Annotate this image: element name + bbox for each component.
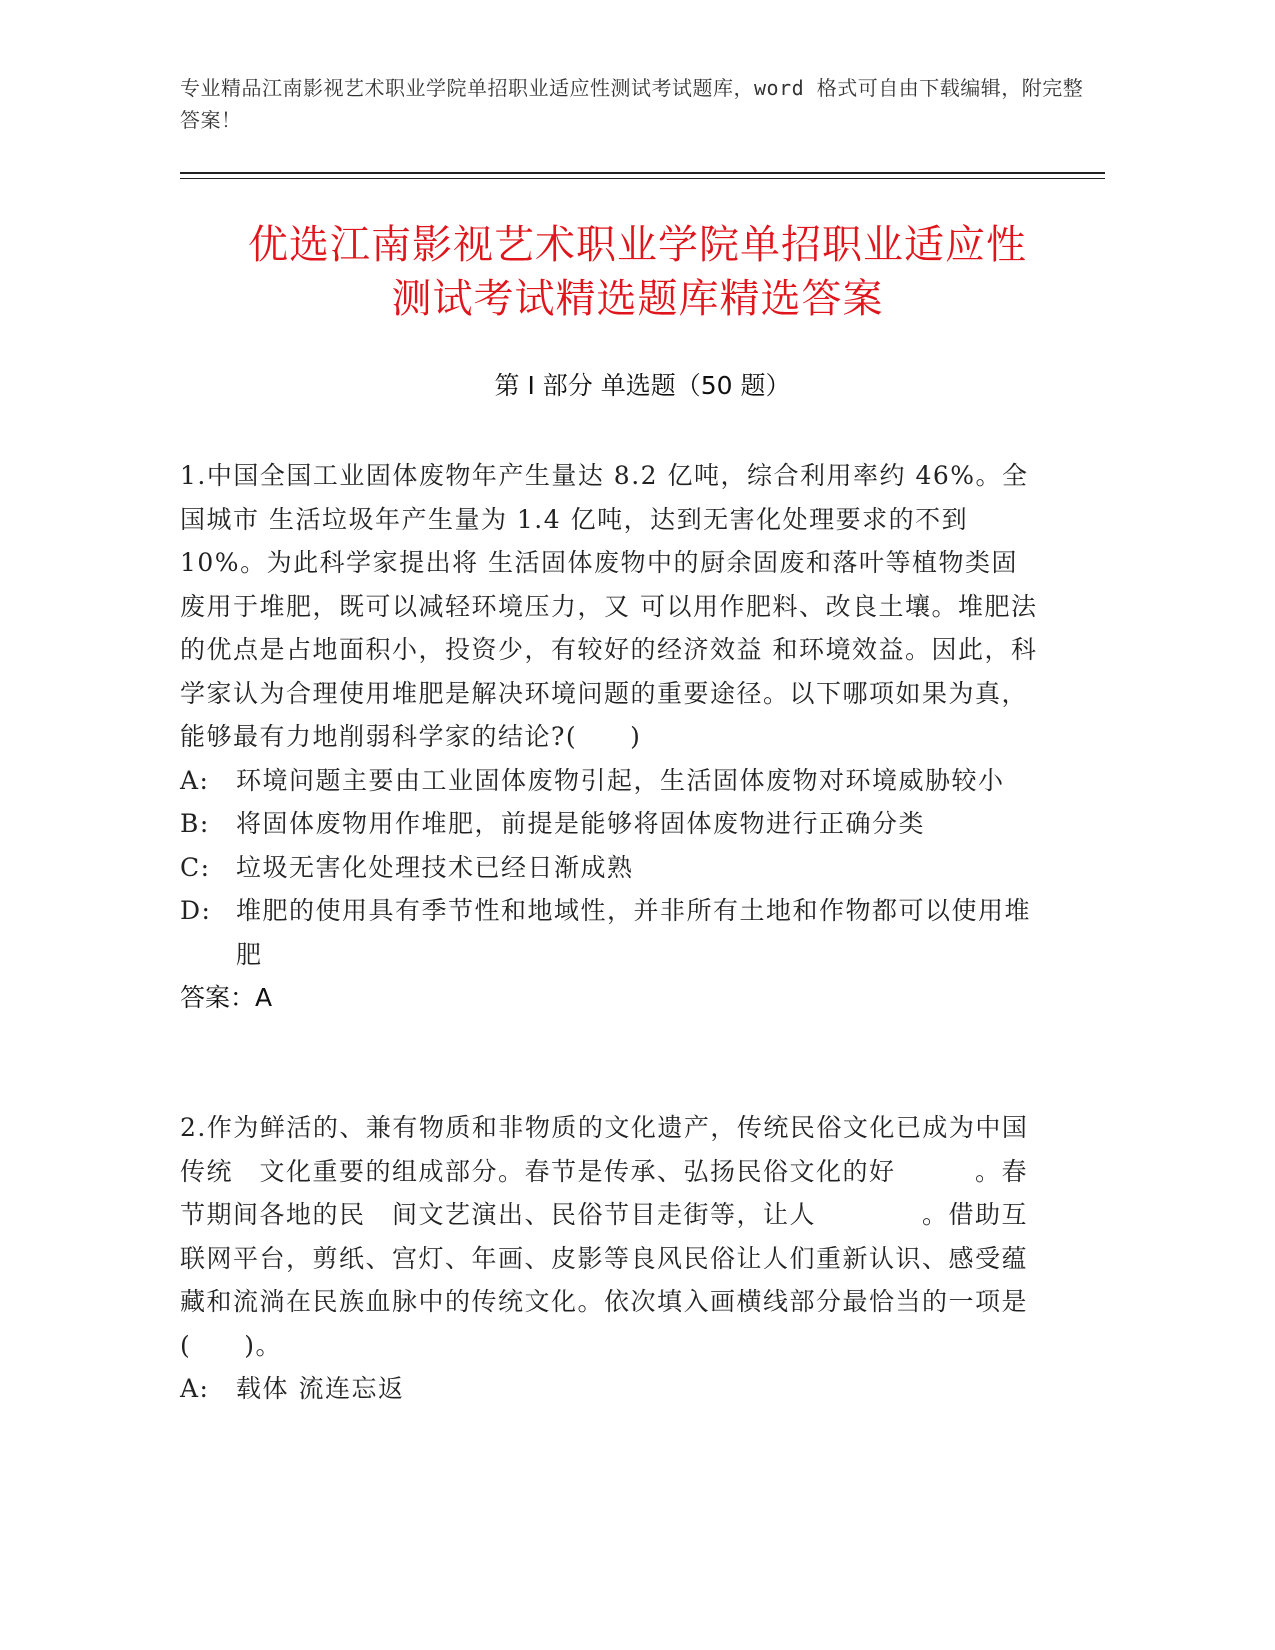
option-text: 载体 流连忘返 <box>236 1374 405 1403</box>
header-divider-thin <box>180 178 1105 179</box>
answer-line: 答案：A <box>180 983 273 1012</box>
option-key: A: <box>180 765 210 795</box>
document-title-line-1: 优选江南影视艺术职业学院单招职业适应性 <box>248 222 1027 268</box>
option-d[interactable] <box>180 889 1040 976</box>
header-note: 专业精品江南影视艺术职业学院单招职业适应性测试考试题库，word 格式可自由下载编辑，附完整答案！ <box>180 76 1084 132</box>
option-key: A: <box>180 1374 210 1403</box>
option-a[interactable] <box>180 759 1040 803</box>
option-c[interactable] <box>180 846 1040 890</box>
question-1 <box>180 454 1040 1020</box>
option-text: 环境问题主要由工业固体废物引起，生活固体废物对环境威胁较小 <box>236 765 1005 795</box>
question-2 <box>180 1106 1040 1411</box>
option-b[interactable] <box>180 802 1040 846</box>
document-title-line-2: 测试考试精选题库精选答案 <box>391 276 884 322</box>
section-title: 第 I 部分 单选题（50 题） <box>494 371 791 400</box>
option-key: B: <box>180 809 210 838</box>
document-title <box>150 218 1125 326</box>
header-divider-thick <box>180 172 1105 174</box>
option-text: 垃圾无害化处理技术已经日渐成熟 <box>236 852 634 882</box>
question-stem: 1.中国全国工业固体废物年产生量达 8.2 亿吨，综合利用率约 46%。全国城市 生活垃圾年产生量为 1.4 亿吨，达到无害化处理要求的不到 10%。为此科学家提出将 生活固体废物中的厨余固废和落叶等植物类固废用于堆肥，既可以减轻环境压力，又 可以用作肥料、改良土壤。堆肥法的优点是占地面积小，投资少，有较好的经济效益 和环境效益。因此，科学家认为合理使用堆肥是解决环境问题的重要途径。以下哪项如果为真，能够最有力地削弱科学家的结论?( ) <box>180 461 1038 751</box>
question-stem: 2.作为鲜活的、兼有物质和非物质的文化遗产，传统民俗文化已成为中国传统 文化重要的组成部分。春节是传承、弘扬民俗文化的好 。春节期间各地的民 间文艺演出、民俗节目走街等，让人 。借助互联网平台，剪纸、宫灯、年画、皮影等良风民俗让人们重新认识、感受蕴藏和流淌在民族血脉中的传统文化。依次填入画横线部分最恰当的一项是( )。 <box>180 1113 1029 1360</box>
option-text: 堆肥的使用具有季节性和地域性，并非所有土地和作物都可以使用堆肥 <box>236 896 1032 969</box>
option-a[interactable] <box>180 1367 1040 1411</box>
option-text: 将固体废物用作堆肥，前提是能够将固体废物进行正确分类 <box>236 809 926 838</box>
option-key: C: <box>180 852 211 882</box>
option-key: D: <box>180 896 212 925</box>
